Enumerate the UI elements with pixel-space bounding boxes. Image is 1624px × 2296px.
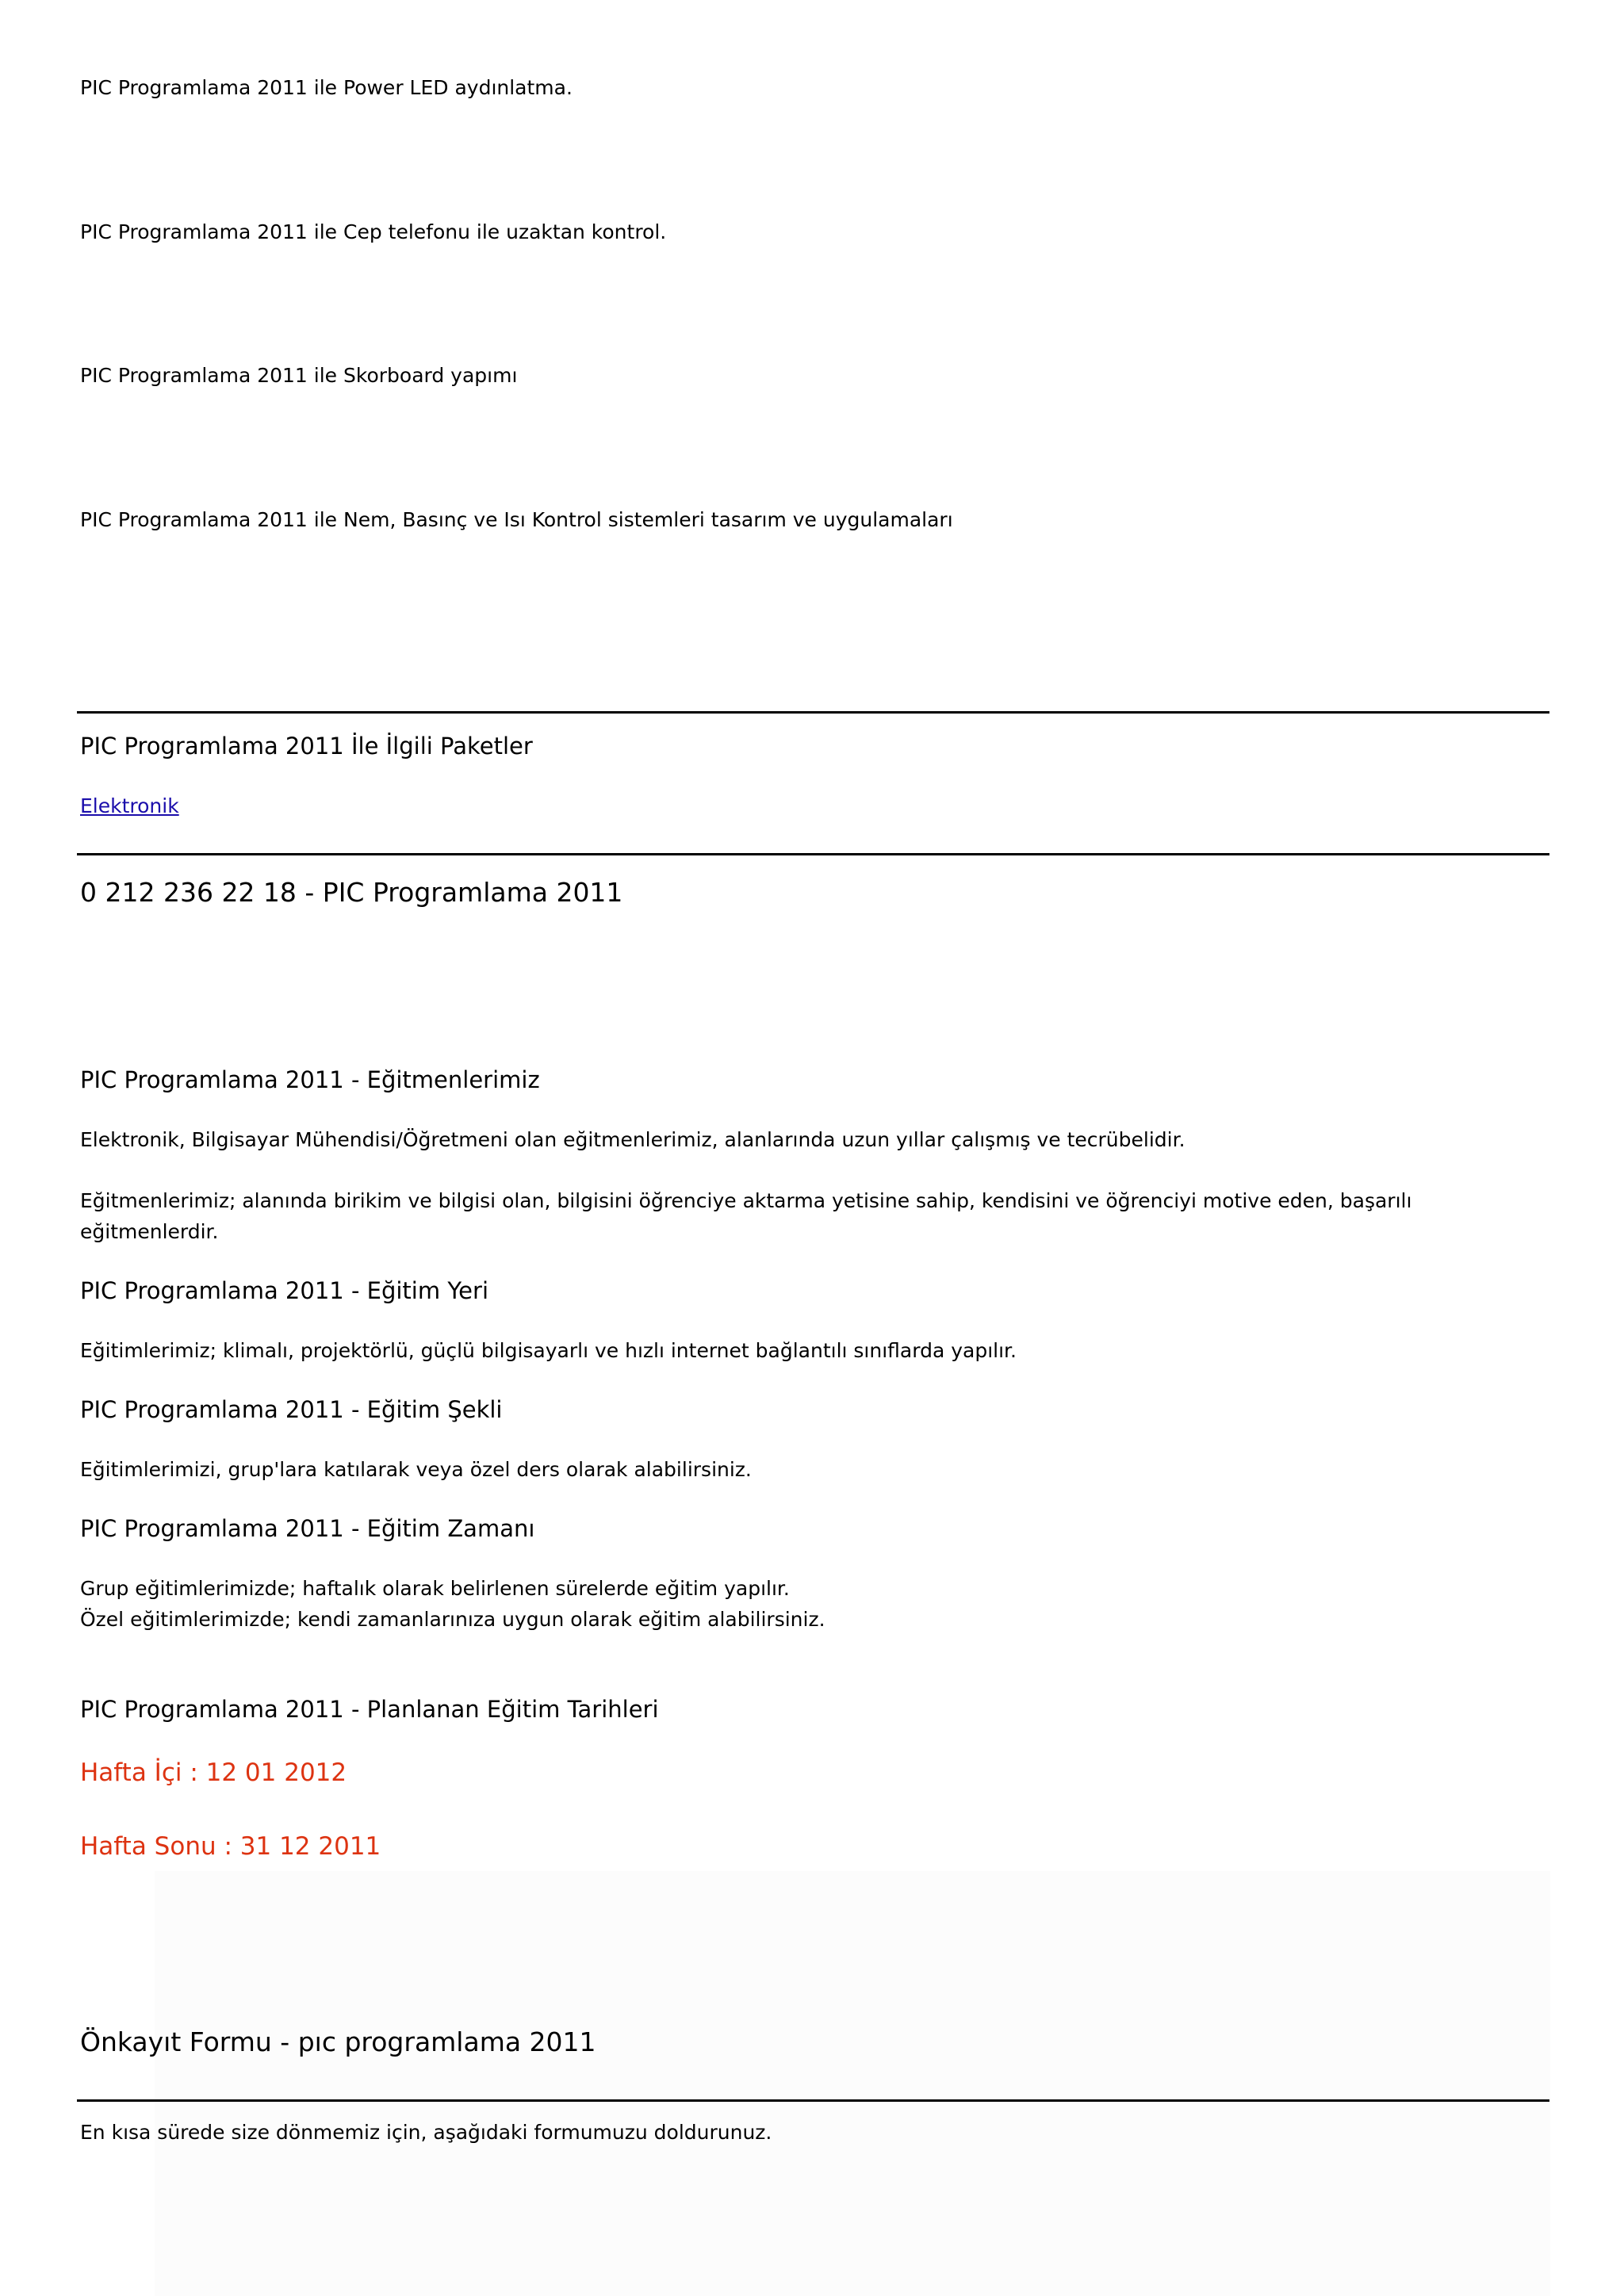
format-heading: PIC Programlama 2011 - Eğitim Şekli [80, 1396, 503, 1423]
feature-item-remote-control: PIC Programlama 2011 ile Cep telefonu ile uzaktan kontrol. [80, 220, 667, 243]
feature-item-scoreboard: PIC Programlama 2011 ile Skorboard yapımı [80, 364, 518, 387]
form-title: Önkayıt Formu - pıc programlama 2011 [80, 2026, 596, 2057]
date-weekday: Hafta İçi : 12 01 2012 [80, 1758, 347, 1787]
schedule-heading: PIC Programlama 2011 - Eğitim Zamanı [80, 1515, 535, 1542]
trainers-text-2-line2: eğitmenlerdir. [80, 1220, 219, 1243]
feature-item-power-led: PIC Programlama 2011 ile Power LED aydınlatma. [80, 76, 573, 99]
divider [77, 853, 1549, 855]
format-text: Eğitimlerimizi, grup'lara katılarak veya özel ders olarak alabilirsiniz. [80, 1458, 752, 1481]
trainers-text-1: Elektronik, Bilgisayar Mühendisi/Öğretmeni olan eğitmenlerimiz, alanlarında uzun yıllar çalışmış ve tecrübelidir. [80, 1128, 1185, 1151]
feature-item-control-systems: PIC Programlama 2011 ile Nem, Basınç ve Isı Kontrol sistemleri tasarım ve uygulamaları [80, 508, 953, 531]
trainers-heading: PIC Programlama 2011 - Eğitmenlerimiz [80, 1066, 540, 1093]
phone-title: 0 212 236 22 18 - PIC Programlama 2011 [80, 877, 623, 908]
location-text: Eğitimlerimiz; klimalı, projektörlü, güçlü bilgisayarlı ve hızlı internet bağlantılı sınıflarda yapılır. [80, 1339, 1017, 1362]
location-heading: PIC Programlama 2011 - Eğitim Yeri [80, 1277, 489, 1304]
schedule-text-1: Grup eğitimlerimizde; haftalık olarak belirlenen sürelerde eğitim yapılır. [80, 1577, 790, 1600]
trainers-text-2-line1: Eğitmenlerimiz; alanında birikim ve bilgisi olan, bilgisini öğrenciye aktarma yetisine sahip, kendisini ve öğrenciyi motive eden, başarılı [80, 1189, 1412, 1212]
package-link-elektronik[interactable]: Elektronik [80, 794, 179, 817]
packages-heading: PIC Programlama 2011 İle İlgili Paketler [80, 733, 533, 760]
dates-heading: PIC Programlama 2011 - Planlanan Eğitim Tarihleri [80, 1696, 659, 1723]
date-weekend: Hafta Sonu : 31 12 2011 [80, 1832, 381, 1861]
divider [77, 711, 1549, 714]
form-area-background [155, 1871, 1550, 2296]
schedule-text-2: Özel eğitimlerimizde; kendi zamanlarınıza uygun olarak eğitim alabilirsiniz. [80, 1608, 825, 1631]
form-intro: En kısa sürede size dönmemiz için, aşağıdaki formumuzu doldurunuz. [80, 2121, 772, 2144]
divider [77, 2099, 1549, 2102]
